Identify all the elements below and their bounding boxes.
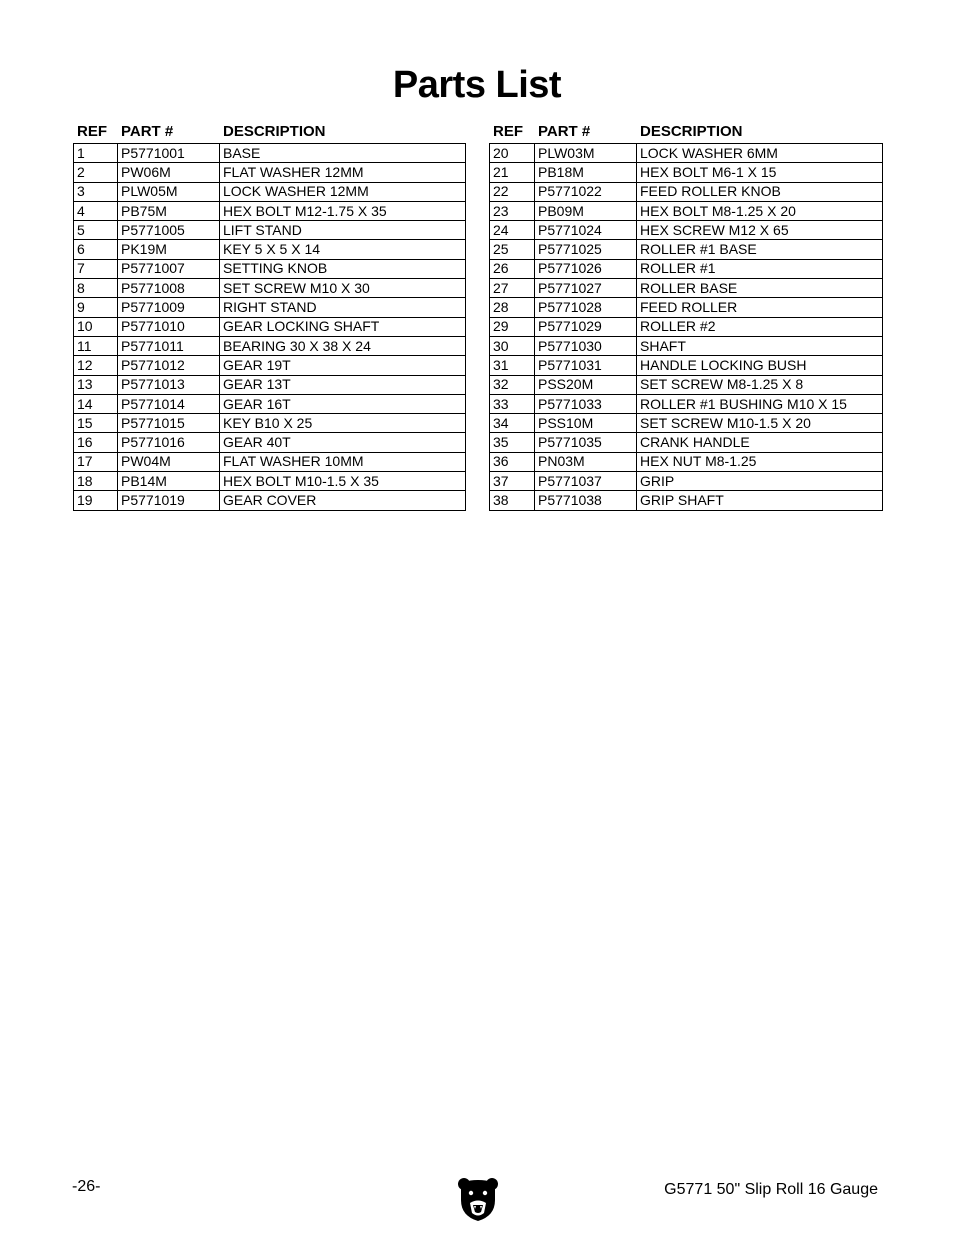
table-row	[490, 201, 883, 220]
ref-cell: 13	[74, 375, 118, 394]
part-number-cell: P5771009	[118, 298, 220, 317]
part-number-cell: P5771011	[118, 336, 220, 355]
description-cell: GEAR LOCKING SHAFT	[220, 317, 466, 336]
ref-cell: 22	[490, 182, 535, 201]
description-cell: BASE	[220, 144, 466, 163]
part-number-cell: P5771033	[535, 394, 637, 413]
description-cell: ROLLER #1	[637, 259, 883, 278]
table-row	[74, 375, 466, 394]
description-cell: GEAR 13T	[220, 375, 466, 394]
part-number-cell: PB75M	[118, 201, 220, 220]
ref-cell: 3	[74, 182, 118, 201]
ref-cell: 31	[490, 356, 535, 375]
page-title: Parts List	[392, 64, 562, 106]
description-cell: ROLLER #2	[637, 317, 883, 336]
description-cell: SET SCREW M10-1.5 X 20	[637, 414, 883, 433]
table-row	[490, 491, 883, 510]
ref-cell: 37	[490, 472, 535, 491]
part-number-cell: P5771008	[118, 279, 220, 298]
description-cell: SET SCREW M8-1.25 X 8	[637, 375, 883, 394]
description-cell: GEAR 19T	[220, 356, 466, 375]
part-number-cell: PB09M	[535, 201, 637, 220]
ref-cell: 5	[74, 221, 118, 240]
ref-cell: 30	[490, 336, 535, 355]
description-cell: LIFT STAND	[220, 221, 466, 240]
parts-table-left	[73, 120, 466, 511]
description-cell: HANDLE LOCKING BUSH	[637, 356, 883, 375]
table-row	[74, 182, 466, 201]
parts-grid-left	[73, 143, 466, 511]
table-row	[74, 472, 466, 491]
ref-cell: 24	[490, 221, 535, 240]
table-row	[490, 221, 883, 240]
description-cell: FLAT WASHER 10MM	[220, 452, 466, 471]
part-number-cell: P5771038	[535, 491, 637, 510]
description-cell: FEED ROLLER	[637, 298, 883, 317]
table-row	[74, 201, 466, 220]
description-cell: ROLLER #1 BUSHING M10 X 15	[637, 394, 883, 413]
ref-cell: 21	[490, 163, 535, 182]
table-row	[74, 259, 466, 278]
table-header	[73, 120, 466, 143]
part-number-cell: P5771005	[118, 221, 220, 240]
table-row	[74, 163, 466, 182]
part-number-cell: PB18M	[535, 163, 637, 182]
header-description: DESCRIPTION	[223, 123, 326, 140]
table-header	[489, 120, 883, 143]
ref-cell: 12	[74, 356, 118, 375]
description-cell: GEAR COVER	[220, 491, 466, 510]
description-cell: ROLLER #1 BASE	[637, 240, 883, 259]
part-number-cell: P5771007	[118, 259, 220, 278]
table-row	[490, 279, 883, 298]
table-row	[74, 298, 466, 317]
ref-cell: 23	[490, 201, 535, 220]
description-cell: LOCK WASHER 12MM	[220, 182, 466, 201]
parts-grid-right	[489, 143, 883, 511]
table-row	[74, 279, 466, 298]
table-row	[490, 452, 883, 471]
part-number-cell: P5771015	[118, 414, 220, 433]
table-row	[74, 414, 466, 433]
part-number-cell: P5771031	[535, 356, 637, 375]
table-row	[490, 414, 883, 433]
description-cell: KEY 5 X 5 X 14	[220, 240, 466, 259]
ref-cell: 18	[74, 472, 118, 491]
ref-cell: 33	[490, 394, 535, 413]
ref-cell: 2	[74, 163, 118, 182]
part-number-cell: PB14M	[118, 472, 220, 491]
part-number-cell: P5771019	[118, 491, 220, 510]
ref-cell: 10	[74, 317, 118, 336]
description-cell: GRIP SHAFT	[637, 491, 883, 510]
description-cell: HEX BOLT M6-1 X 15	[637, 163, 883, 182]
ref-cell: 19	[74, 491, 118, 510]
description-cell: CRANK HANDLE	[637, 433, 883, 452]
description-cell: GEAR 16T	[220, 394, 466, 413]
table-row	[490, 144, 883, 163]
description-cell: SETTING KNOB	[220, 259, 466, 278]
part-number-cell: P5771001	[118, 144, 220, 163]
part-number-cell: P5771028	[535, 298, 637, 317]
part-number-cell: P5771026	[535, 259, 637, 278]
table-row	[490, 298, 883, 317]
ref-cell: 32	[490, 375, 535, 394]
description-cell: SHAFT	[637, 336, 883, 355]
ref-cell: 11	[74, 336, 118, 355]
ref-cell: 14	[74, 394, 118, 413]
ref-cell: 20	[490, 144, 535, 163]
part-number-cell: P5771010	[118, 317, 220, 336]
part-number-cell: P5771035	[535, 433, 637, 452]
table-row	[74, 240, 466, 259]
part-number-cell: P5771014	[118, 394, 220, 413]
ref-cell: 28	[490, 298, 535, 317]
table-row	[490, 259, 883, 278]
ref-cell: 17	[74, 452, 118, 471]
table-row	[490, 472, 883, 491]
ref-cell: 25	[490, 240, 535, 259]
part-number-cell: PSS20M	[535, 375, 637, 394]
model-name: G5771 50" Slip Roll 16 Gauge	[664, 1181, 878, 1198]
ref-cell: 9	[74, 298, 118, 317]
description-cell: FEED ROLLER KNOB	[637, 182, 883, 201]
part-number-cell: P5771029	[535, 317, 637, 336]
table-row	[74, 221, 466, 240]
ref-cell: 15	[74, 414, 118, 433]
part-number-cell: P5771016	[118, 433, 220, 452]
ref-cell: 38	[490, 491, 535, 510]
ref-cell: 6	[74, 240, 118, 259]
description-cell: HEX BOLT M8-1.25 X 20	[637, 201, 883, 220]
parts-table-right	[489, 120, 883, 511]
header-part: PART #	[538, 123, 591, 140]
description-cell: BEARING 30 X 38 X 24	[220, 336, 466, 355]
description-cell: KEY B10 X 25	[220, 414, 466, 433]
part-number-cell: P5771037	[535, 472, 637, 491]
table-row	[490, 182, 883, 201]
part-number-cell: PLW03M	[535, 144, 637, 163]
part-number-cell: P5771027	[535, 279, 637, 298]
ref-cell: 1	[74, 144, 118, 163]
table-row	[490, 240, 883, 259]
description-cell: ROLLER BASE	[637, 279, 883, 298]
header-part: PART #	[121, 123, 174, 140]
part-number-cell: PSS10M	[535, 414, 637, 433]
ref-cell: 4	[74, 201, 118, 220]
ref-cell: 34	[490, 414, 535, 433]
description-cell: HEX BOLT M12-1.75 X 35	[220, 201, 466, 220]
ref-cell: 7	[74, 259, 118, 278]
part-number-cell: P5771022	[535, 182, 637, 201]
part-number-cell: P5771012	[118, 356, 220, 375]
description-cell: HEX SCREW M12 X 65	[637, 221, 883, 240]
table-row	[490, 336, 883, 355]
part-number-cell: P5771030	[535, 336, 637, 355]
table-row	[74, 336, 466, 355]
ref-cell: 35	[490, 433, 535, 452]
part-number-cell: PK19M	[118, 240, 220, 259]
part-number-cell: PW06M	[118, 163, 220, 182]
description-cell: LOCK WASHER 6MM	[637, 144, 883, 163]
header-description: DESCRIPTION	[640, 123, 743, 140]
part-number-cell: P5771013	[118, 375, 220, 394]
page-number: -26-	[72, 1178, 101, 1195]
description-cell: GEAR 40T	[220, 433, 466, 452]
ref-cell: 26	[490, 259, 535, 278]
table-row	[490, 433, 883, 452]
ref-cell: 16	[74, 433, 118, 452]
table-row	[74, 356, 466, 375]
ref-cell: 29	[490, 317, 535, 336]
table-row	[490, 394, 883, 413]
table-row	[74, 433, 466, 452]
table-row	[490, 317, 883, 336]
part-number-cell: PLW05M	[118, 182, 220, 201]
table-row	[74, 317, 466, 336]
header-ref: REF	[77, 123, 107, 140]
description-cell: GRIP	[637, 472, 883, 491]
header-ref: REF	[493, 123, 523, 140]
ref-cell: 27	[490, 279, 535, 298]
table-row	[490, 375, 883, 394]
description-cell: FLAT WASHER 12MM	[220, 163, 466, 182]
table-row	[74, 491, 466, 510]
ref-cell: 8	[74, 279, 118, 298]
part-number-cell: P5771024	[535, 221, 637, 240]
table-row	[490, 163, 883, 182]
part-number-cell: P5771025	[535, 240, 637, 259]
description-cell: HEX NUT M8-1.25	[637, 452, 883, 471]
table-row	[74, 394, 466, 413]
bear-head-icon	[457, 1176, 499, 1222]
description-cell: RIGHT STAND	[220, 298, 466, 317]
description-cell: HEX BOLT M10-1.5 X 35	[220, 472, 466, 491]
table-row	[74, 452, 466, 471]
table-row	[490, 356, 883, 375]
description-cell: SET SCREW M10 X 30	[220, 279, 466, 298]
table-row	[74, 144, 466, 163]
part-number-cell: PW04M	[118, 452, 220, 471]
ref-cell: 36	[490, 452, 535, 471]
part-number-cell: PN03M	[535, 452, 637, 471]
